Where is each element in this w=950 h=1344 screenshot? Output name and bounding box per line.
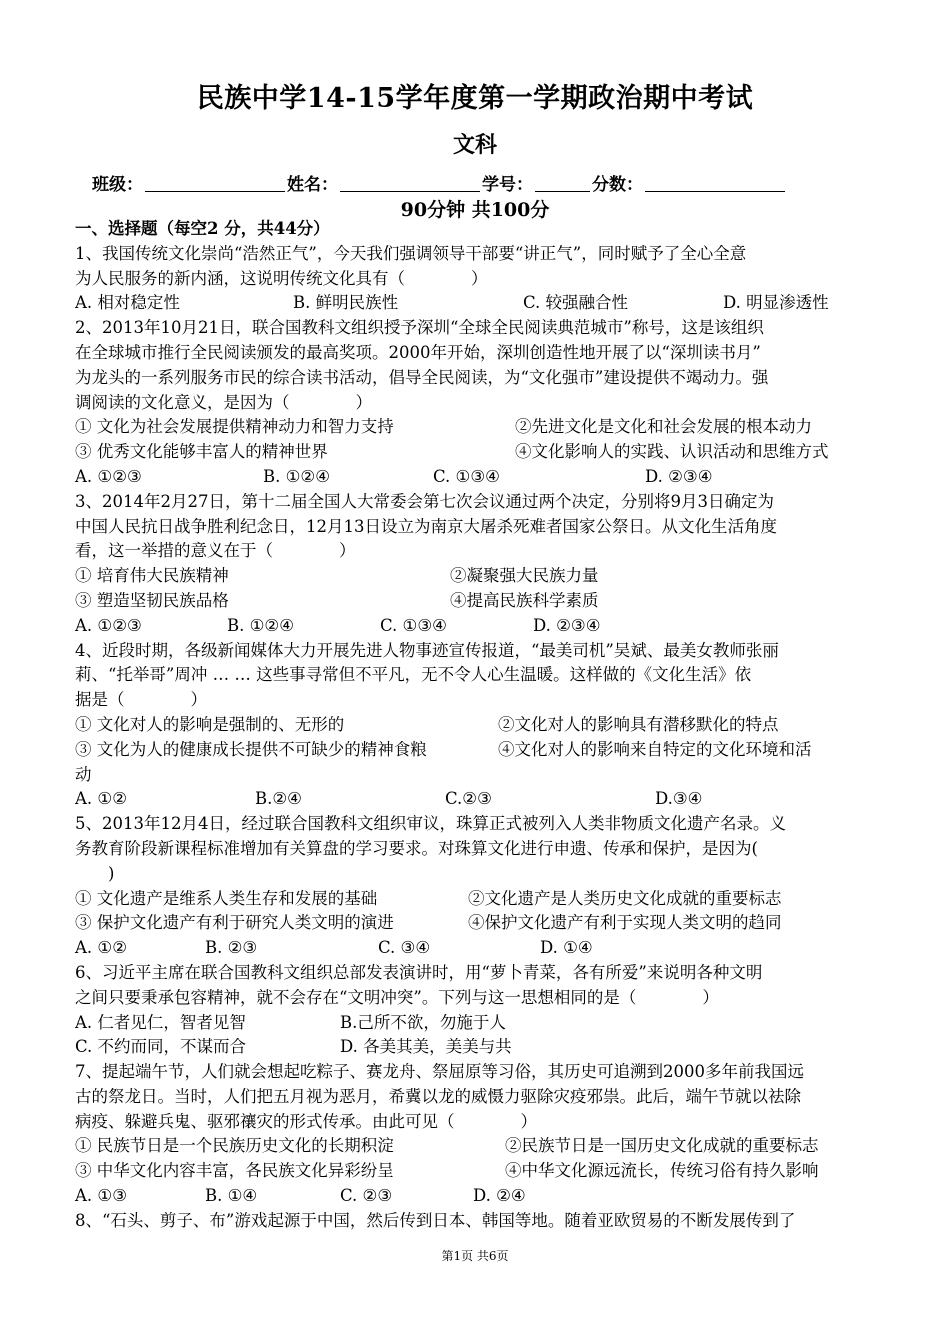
q7-option-d[interactable]: D. ②④ bbox=[473, 1186, 526, 1206]
exam-title: 民族中学14-15学年度第一学期政治期中考试 bbox=[196, 83, 754, 114]
q7-line-3: 病疫、躲避兵鬼、驱邪禳灾的形式传承。由此可见（ ） bbox=[75, 1111, 537, 1131]
q5-line-2: 务教育阶段新课程标准增加有关算盘的学习要求。对珠算文化进行申遗、传承和保护，是因为( bbox=[75, 838, 758, 858]
q3-option-d[interactable]: D. ②③④ bbox=[533, 615, 601, 635]
q1-option-b[interactable]: B. 鲜明民族性 bbox=[293, 293, 399, 313]
q1-line-1: 1、我国传统文化崇尚“浩然正气”，今天我们强调领导干部要“讲正气”，同时赋予了全心全意 bbox=[75, 243, 747, 263]
q7-option-c[interactable]: C. ②③ bbox=[340, 1186, 393, 1206]
class-label: 班级： bbox=[92, 175, 143, 195]
q5-statements-2 bbox=[75, 911, 880, 936]
q7-statement-3: ③ 中华文化内容丰富，各民族文化异彩纷呈 bbox=[75, 1161, 394, 1181]
q3-statement-1: ① 培育伟大民族精神 bbox=[75, 566, 229, 586]
q2-line-4: 调阅读的文化意义，是因为（ ） bbox=[75, 392, 372, 412]
q5-line-3: ) bbox=[75, 863, 115, 883]
name-label: 姓名： bbox=[287, 175, 338, 195]
student-info-row bbox=[92, 170, 787, 195]
q5-option-a[interactable]: A. ①② bbox=[75, 938, 127, 958]
q3-option-c[interactable]: C. ①③④ bbox=[380, 615, 447, 635]
q4-option-c[interactable]: C.②③ bbox=[445, 789, 492, 809]
score-field[interactable] bbox=[645, 173, 785, 192]
score-label: 分数： bbox=[592, 175, 643, 195]
q6-options-1 bbox=[75, 1011, 880, 1036]
q6-option-a[interactable]: A. 仁者见仁，智者见智 bbox=[75, 1012, 246, 1032]
q2-statement-4: ④文化影响人的实践、认识活动和思维方式 bbox=[515, 442, 829, 462]
q4-line-1: 4、近段时期，各级新闻媒体大力开展先进人物事迹宣传报道，“最美司机”吴斌、最美女教师张丽 bbox=[75, 640, 779, 660]
q2-option-d[interactable]: D. ②③④ bbox=[645, 466, 713, 486]
q4-line-2: 莉、“托举哥”周冲 … … 这些事寻常但不平凡，无不令人心生温暖。这样做的《文化生活》依 bbox=[75, 665, 752, 685]
q5-statements-1 bbox=[75, 887, 880, 912]
q2-line-2: 在全球城市推行全民阅读颁发的最高奖项。2000年开始，深圳创造性地开展了以“深圳读书月” bbox=[75, 342, 761, 362]
q4-statements-2 bbox=[75, 738, 880, 763]
q3-statements-1 bbox=[75, 564, 880, 589]
q4-option-b[interactable]: B.②④ bbox=[255, 789, 302, 809]
q6-option-d[interactable]: D. 各美其美，美美与共 bbox=[340, 1037, 512, 1057]
q6-options-2 bbox=[75, 1035, 880, 1060]
q7-line-2: 古的祭龙日。当时，人们把五月视为恶月，希冀以龙的威慑力驱除灾疫邪祟。此后，端午节就以祛除 bbox=[75, 1086, 801, 1106]
q2-statement-2: ②先进文化是文化和社会发展的根本动力 bbox=[515, 417, 812, 437]
q4-line-3: 据是（ ） bbox=[75, 690, 207, 710]
q3-line-1: 3、2014年2月27日，第十二届全国人大常委会第七次会议通过两个决定，分别将9月3日确定为 bbox=[75, 491, 774, 511]
q7-option-b[interactable]: B. ①④ bbox=[205, 1186, 258, 1206]
q2-line-1: 2、2013年10月21日，联合国教科文组织授予深圳“全球全民阅读典范城市”称号，这是该组织 bbox=[75, 318, 764, 338]
name-field[interactable] bbox=[340, 173, 480, 192]
q2-option-a[interactable]: A. ①②③ bbox=[75, 466, 142, 486]
q4-statements-1 bbox=[75, 713, 880, 738]
q2-option-c[interactable]: C. ①③④ bbox=[433, 466, 500, 486]
q3-option-a[interactable]: A. ①②③ bbox=[75, 615, 142, 635]
q2-options bbox=[75, 465, 880, 490]
q7-line-1: 7、提起端午节，人们就会想起吃粽子、赛龙舟、祭屈原等习俗，其历史可追溯到2000多年前我国远 bbox=[75, 1062, 804, 1082]
q4-option-a[interactable]: A. ①② bbox=[75, 789, 127, 809]
q2-statements-1 bbox=[75, 415, 880, 440]
q7-statement-4: ④中华文化源远流长，传统习俗有持久影响 bbox=[505, 1161, 819, 1181]
q5-options bbox=[75, 936, 880, 961]
q4-statement-4: ④文化对人的影响来自特定的文化环境和活 bbox=[498, 739, 812, 759]
q4-statement-2: ②文化对人的影响具有潜移默化的特点 bbox=[498, 714, 779, 734]
q5-statement-4: ④保护文化遗产有利于实现人类文明的趋同 bbox=[468, 913, 782, 933]
q5-line-1: 5、2013年12月4日，经过联合国教科文组织审议，珠算正式被列入人类非物质文化遗产名录。义 bbox=[75, 814, 786, 834]
q6-line-2: 之间只要秉承包容精神，就不会存在“文明冲突”。下列与这一思想相同的是（ ） bbox=[75, 987, 719, 1007]
q5-statement-1: ① 文化遗产是维系人类生存和发展的基础 bbox=[75, 888, 378, 908]
q7-statements-2 bbox=[75, 1159, 880, 1184]
exam-duration: 90分钟 共100分 bbox=[400, 199, 550, 221]
q2-statement-1: ① 文化为社会发展提供精神动力和智力支持 bbox=[75, 417, 394, 437]
q7-statement-1: ① 民族节日是一个民族历史文化的长期积淀 bbox=[75, 1136, 394, 1156]
q3-options bbox=[75, 614, 880, 639]
class-field[interactable] bbox=[145, 173, 285, 192]
q5-statement-3: ③ 保护文化遗产有利于研究人类文明的演进 bbox=[75, 913, 394, 933]
q4-statement-3: ③ 文化为人的健康成长提供不可缺少的精神食粮 bbox=[75, 739, 427, 759]
q3-statement-4: ④提高民族科学素质 bbox=[450, 590, 599, 610]
id-field[interactable] bbox=[535, 173, 590, 192]
q5-option-b[interactable]: B. ②③ bbox=[205, 938, 258, 958]
q1-option-c[interactable]: C. 较强融合性 bbox=[523, 293, 629, 313]
q2-statements-2 bbox=[75, 440, 880, 465]
q3-statement-2: ②凝聚强大民族力量 bbox=[450, 566, 599, 586]
q3-line-3: 看，这一举措的意义在于（ ） bbox=[75, 541, 356, 561]
q1-option-a[interactable]: A. 相对稳定性 bbox=[75, 293, 180, 313]
id-label: 学号： bbox=[482, 175, 533, 195]
q3-statements-2 bbox=[75, 589, 880, 614]
q7-option-a[interactable]: A. ①③ bbox=[75, 1186, 127, 1206]
q4-option-d[interactable]: D.③④ bbox=[655, 789, 703, 809]
q3-statement-3: ③ 塑造坚韧民族品格 bbox=[75, 590, 229, 610]
question-list bbox=[75, 217, 880, 1234]
q4-options bbox=[75, 787, 880, 812]
q3-line-2: 中国人民抗日战争胜利纪念日，12月13日设立为南京大屠杀死难者国家公祭日。从文化生活角度 bbox=[75, 516, 777, 536]
q5-option-d[interactable]: D. ①④ bbox=[540, 938, 593, 958]
q7-statement-2: ②民族节日是一国历史文化成就的重要标志 bbox=[505, 1136, 819, 1156]
q1-option-d[interactable]: D. 明显渗透性 bbox=[723, 293, 829, 313]
q7-options bbox=[75, 1184, 880, 1209]
q3-option-b[interactable]: B. ①②④ bbox=[227, 615, 294, 635]
q2-option-b[interactable]: B. ①②④ bbox=[263, 466, 330, 486]
q2-line-3: 为龙头的一系列服务市民的综合读书活动，倡导全民阅读，为“文化强市”建设提供不竭动力。强 bbox=[75, 367, 769, 387]
section-title: 一、选择题（每空2 分，共44分） bbox=[75, 219, 330, 238]
page-number: 第1页 共6页 bbox=[441, 1249, 509, 1263]
q6-option-b[interactable]: B.己所不欲，勿施于人 bbox=[340, 1012, 506, 1032]
exam-subtitle: 文科 bbox=[452, 132, 497, 158]
q5-option-c[interactable]: C. ③④ bbox=[378, 938, 431, 958]
q4-statement-1: ① 文化对人的影响是强制的、无形的 bbox=[75, 714, 345, 734]
q8-line-1: 8、“石头、剪子、布”游戏起源于中国，然后传到日本、韩国等地。随着亚欧贸易的不断发展传到了 bbox=[75, 1210, 796, 1230]
q1-options bbox=[75, 291, 880, 316]
q2-statement-3: ③ 优秀文化能够丰富人的精神世界 bbox=[75, 442, 328, 462]
q1-line-2: 为人民服务的新内涵，这说明传统文化具有（ ） bbox=[75, 268, 488, 288]
q6-option-c[interactable]: C. 不约而同，不谋而合 bbox=[75, 1037, 247, 1057]
q4-statement-4-cont: 动 bbox=[75, 764, 92, 784]
q5-statement-2: ②文化遗产是人类历史文化成就的重要标志 bbox=[468, 888, 782, 908]
q7-statements-1 bbox=[75, 1134, 880, 1159]
q6-line-1: 6、习近平主席在联合国教科文组织总部发表演讲时，用“萝卜青菜，各有所爱”来说明各种文明 bbox=[75, 962, 763, 982]
